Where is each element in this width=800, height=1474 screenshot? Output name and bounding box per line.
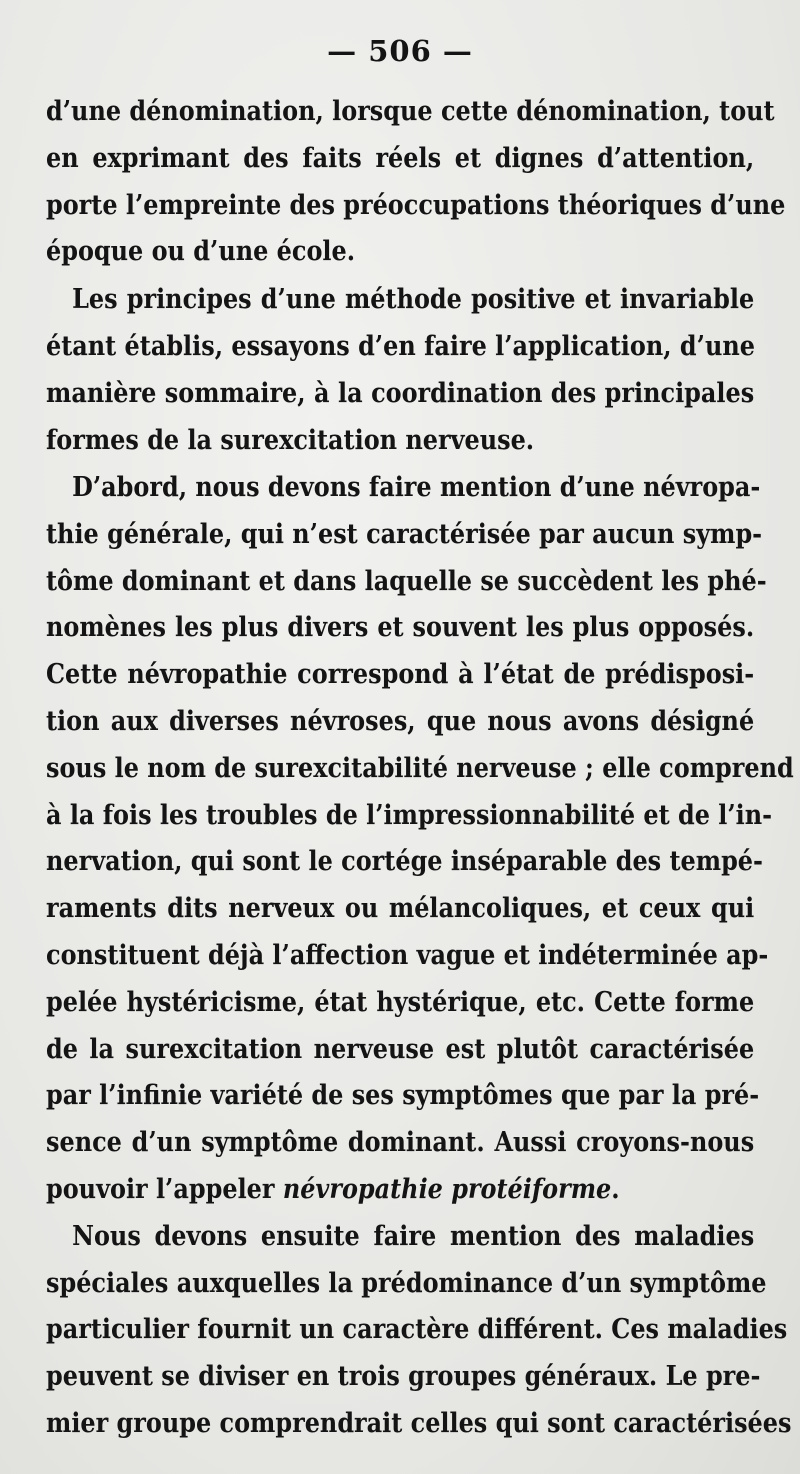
text-line-7: manière sommaire, à la coordination des principales: [46, 377, 755, 409]
text-line-24-start: pouvoir l’appeler: [46, 1173, 283, 1205]
text-line-18: raments dits nerveux ou mélancoliques, et ceux qui: [46, 892, 755, 924]
text-line-23: sence d’un symptôme dominant. Aussi croyons-nous: [46, 1126, 755, 1158]
text-line-22: par l’infinie variété de ses symptômes que par la pré-: [46, 1079, 760, 1111]
text-line-24-end: .: [611, 1173, 620, 1205]
text-line-9: D’abord, nous devons faire mention d’une névropa-: [72, 471, 761, 503]
text-line-21: de la surexcitation nerveuse est plutôt caractérisée: [46, 1033, 755, 1065]
text-line-11: tôme dominant et dans laquelle se succèdent les phé-: [46, 565, 767, 597]
text-line-2: en exprimant des faits réels et dignes d’attention,: [46, 142, 755, 174]
text-line-8: formes de la surexcitation nerveuse.: [46, 424, 535, 456]
text-line-17: nervation, qui sont le cortége inséparable des tempé-: [46, 845, 763, 877]
text-line-14: tion aux diverses névroses, que nous avons désigné: [46, 705, 755, 737]
text-line-10: thie générale, qui n’est caractérisée par aucun symp-: [46, 518, 763, 550]
text-line-29: mier groupe comprendrait celles qui sont caractérisées: [46, 1407, 792, 1439]
text-line-12: nomènes les plus divers et souvent les plus opposés.: [46, 611, 755, 643]
text-line-16: à la fois les troubles de l’impressionnabilité et de l’in-: [46, 799, 773, 831]
text-line-1: d’une dénomination, lorsque cette dénomination, tout: [46, 95, 775, 127]
text-line-13: Cette névropathie correspond à l’état de prédisposi-: [46, 658, 755, 690]
text-line-19: constituent déjà l’affection vague et indéterminée ap-: [46, 939, 769, 971]
text-line-28: peuvent se diviser en trois groupes généraux. Le pre-: [46, 1360, 761, 1392]
text-line-3: porte l’empreinte des préoccupations théoriques d’une: [46, 189, 786, 221]
text-line-6: étant établis, essayons d’en faire l’application, d’une: [46, 330, 755, 362]
italic-term: névropathie protéiforme: [282, 1173, 612, 1205]
text-line-24: [46, 1173, 754, 1205]
text-line-20: pelée hystéricisme, état hystérique, etc. Cette forme: [46, 986, 755, 1018]
text-line-4: époque ou d’une école.: [46, 235, 356, 267]
page-number: — 506 —: [327, 34, 473, 68]
text-line-25: Nous devons ensuite faire mention des maladies: [72, 1220, 755, 1252]
text-line-5: Les principes d’une méthode positive et invariable: [72, 283, 755, 315]
text-line-27: particulier fournit un caractère différent. Ces maladies: [46, 1313, 788, 1345]
text-line-15: sous le nom de surexcitabilité nerveuse ; elle comprend: [46, 752, 794, 784]
text-line-26: spéciales auxquelles la prédominance d’un symptôme: [46, 1267, 767, 1299]
